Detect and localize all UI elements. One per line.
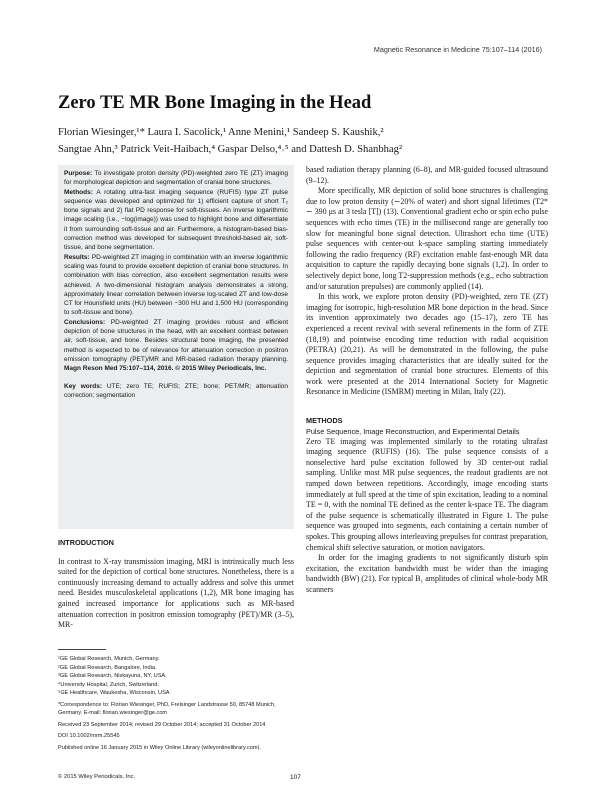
results-text: PD-weighted ZT imaging in combination with an inverse logarithmic scaling was found to provide excellent depiction of cranial bone structures. In combination with bias correction, also excellent segmentation results were achieved. A two-dimensional histogram analysis demonstrates a strong, approximately linear correlation between inverse log-scaled ZT and low-dose CT for Hounsfield units (HU) between −300 HU and 1,500 HU (corresponding to soft-tissue and bone). xyxy=(64,253,288,317)
affiliation: ⁵GE Healthcare, Waukesha, Wisconsin, USA xyxy=(58,690,170,696)
left-column xyxy=(58,538,294,631)
author-line-2: Sangtae Ahn,³ Patrick Veit-Haibach,⁴ Gaspar Delso,⁴˒⁵ and Dattesh D. Shanbhag² xyxy=(58,144,403,155)
author-list xyxy=(58,124,558,158)
paragraph: Zero TE imaging was implemented similarly to the rotating ultrafast imaging sequence (RUFIS) (16). The pulse sequence consists of a nonselective hard pulse excitation followed by 3D center-out radial sampling. Unlike most MR pulse sequences, the readout gradients are not ramped down between repetitions. Accordingly, image encoding starts immediately at full speed at the time of spin excitation, leading to a nominal TE = 0, with the nominal TE defined as the center k-space TE. The diagram of the pulse sequence is schematically illustrated in Figure 1. The pulse sequence was grouped into segments, each containing a certain number of spokes. This grouping allows interleaving prepulses for contrast preparation, chemical shift selective saturation, or motion navigators. xyxy=(306,436,548,552)
affiliation: ¹GE Global Research, Munich, Germany. xyxy=(58,656,160,662)
paper-title: Zero TE MR Bone Imaging in the Head xyxy=(58,93,372,113)
page-number: 107 xyxy=(290,774,301,781)
doi: DOI 10.1002/mrm.25545 xyxy=(58,733,120,739)
methods-heading: METHODS xyxy=(306,416,343,426)
conclusions-label: Conclusions: xyxy=(64,318,106,326)
author-line-1: Florian Wiesinger,¹* Laura I. Sacolick,¹ Anne Menini,¹ Sandeep S. Kaushik,² xyxy=(58,127,384,138)
affiliation: ²GE Global Research, Bangalore, India. xyxy=(58,664,157,671)
paragraph: based radiation therapy planning (6–8), and MR-guided focused ultrasound (9–12). xyxy=(306,165,548,185)
copyright: © 2015 Wiley Periodicals, Inc. xyxy=(58,774,136,780)
published-online: Published online 16 January 2015 in Wiley Online Library (wileyonlinelibrary.com). xyxy=(58,744,261,751)
abstract-box xyxy=(58,165,294,529)
paragraph: In order for the imaging gradients to not significantly disturb spin excitation, the excitation bandwidth must be wider than the imaging bandwidth (BW) (21). For typical B₁ amplitudes of clinical whole-body MR scanners xyxy=(306,553,548,594)
keywords xyxy=(64,382,288,401)
introduction-text: In contrast to X-ray transmission imaging, MRI is intrinsically much less suited for the depiction of cortical bone structures. Nonetheless, there is a continuously increasing demand to actually address and solve this unmet need. Besides musculoskeletal applications (1,2), MR bone imaging has gained increased importance for applications such as MR-based attenuation correction in positron emission tomography (PET)/MR (3–5), MR- xyxy=(58,556,294,630)
affiliation: ³GE Global Research, Niskayuna, NY, USA. xyxy=(58,673,167,679)
methods-subheading: Pulse Sequence, Image Reconstruction, and Experimental Details xyxy=(306,426,520,436)
keywords-label: Key words: xyxy=(64,382,103,390)
purpose-label: Purpose: xyxy=(64,170,93,177)
purpose-text: To investigate proton density (PD)-weighted zero TE (ZT) imaging for morphological depiction and segmentation of cranial bone structures. xyxy=(64,170,288,187)
abstract-citation: Magn Reson Med 75:107–114, 2016. © 2015 Wiley Periodicals, Inc. xyxy=(64,365,267,373)
methods-text: A rotating ultra-fast imaging sequence (RUFIS) type ZT pulse sequence was developed and optimized for 1) efficient capture of short T₂ bone signals and 2) flat PD response for soft-tissues. An inverse logarithmic image scaling (i.e., −log(image)) was used to highlight bone and differentiate it from surrounding soft-tissue and air. Furthermore, a histogram-based bias-correction method was developed for subsequent threshold-based air, soft-tissue, and bone segmentation. xyxy=(64,188,288,252)
methods-label: Methods: xyxy=(64,188,93,196)
keywords-text: UTE; zero TE; RUFIS; ZTE; bone; PET/MR; attenuation correction; segmentation xyxy=(64,382,288,399)
introduction-heading: INTRODUCTION xyxy=(58,538,114,547)
results-label: Results: xyxy=(64,253,90,261)
correspondence: *Correspondence to: Florian Wiesinger, PhD, Freisinger Landstrasse 50, 85748 Munich, Germany. E-mail: florian.wiesinger@ge.com xyxy=(58,701,276,716)
right-column xyxy=(306,165,548,596)
abstract-body xyxy=(64,169,288,374)
conclusions-text: PD-weighted ZT imaging provides robust and efficient depiction of bone structures in the head, with an excellent contrast between air, soft-tissue, and bone. Besides structural bone imaging, the presented method is expected to be of relevance for attenuation correction in positron emission tomography (PET)/MR and MR-based radiation therapy planning. xyxy=(64,318,288,363)
affiliation: ⁴University Hospital, Zurich, Switzerland. xyxy=(58,681,159,688)
footnote-divider xyxy=(58,649,106,650)
footnotes xyxy=(58,655,294,752)
paragraph: More specifically, MR depiction of solid bone structures is challenging due to low proton density (∼20% of water) and short signal lifetimes (T2* ∼ 390 μs at 3 tesla [T]) (13). Conventional gradient echo or spin echo pulse sequences with echo times (TE) in the millisecond range are generally too slow for meaningful bone signal detection. Ultrashort echo time (UTE) pulse sequences with center-out k-space sampling starting immediately following the radio frequency (RF) excitation enable fast-enough MR data acquisition to capture the rapidly decaying bone signals (1,2). In order to selectively depict bone, long T2-suppression methods (e.g., echo subtraction and/or saturation prepulses) are commonly applied (14). xyxy=(306,186,548,291)
journal-header: Magnetic Resonance in Medicine 75:107–114 (2016) xyxy=(373,45,542,54)
received-dates: Received 23 September 2014; revised 29 October 2014; accepted 31 October 2014 xyxy=(58,721,266,728)
paragraph: In this work, we explore proton density (PD)-weighted, zero TE (ZT) imaging for isotropic, high-resolution MR bone depiction in the head. Since its invention approximately two decades ago (15–17), zero TE has experienced a recent revival with several refinements in the form of ZTE (18,19) and pointwise encoding time reduction with radial acquisition (PETRA) (20,21). As will be demonstrated in the following, the pulse sequence provides imaging characteristics that are ideally suited for the depiction and segmentation of cranial bone structures. Elements of this work were presented at the 2014 International Society for Magnetic Resonance in Medicine (ISMRM) meeting in Milan, Italy (22). xyxy=(306,292,548,397)
